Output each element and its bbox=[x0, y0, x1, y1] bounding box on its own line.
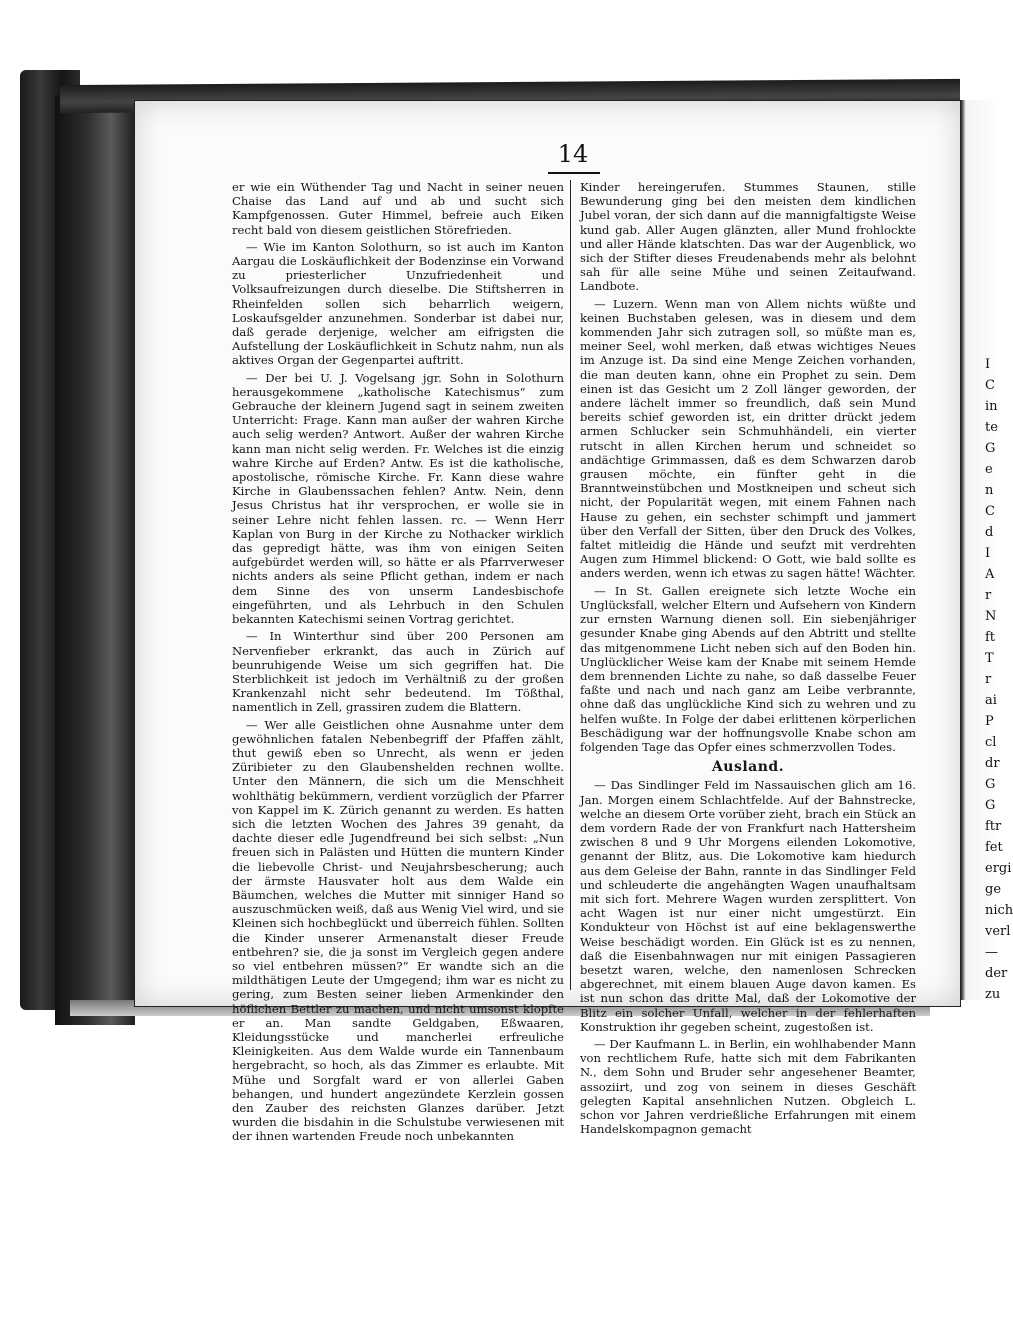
next-page-fragment: G bbox=[985, 798, 996, 813]
next-page-fragment: nich bbox=[985, 903, 1013, 918]
next-page-fragment: G bbox=[985, 441, 996, 456]
next-page-fragment: der bbox=[985, 966, 1008, 981]
article-paragraph: — Wie im Kanton Solothurn, so ist auch im Kanton Aargau die Loskäuflichkeit der Bodenzinse ein Vorwand zu priesterlicher Unzufriedenheit und Volksaufreizungen durch dieselbe. Die Stiftsherren in Rheinfelden sollen sich beharrlich weigern, Loskaufsgelder anzunehmen. Sonderbar ist dabei nur, daß gerade derjenige, welcher am eifrigsten die Aufstellung der Loskäuflichkeit in Schutz nahm, nun als aktives Organ der Gegenpartei auftritt. bbox=[232, 239, 564, 368]
article-paragraph: — Luzern. Wenn man von Allem nichts wüßte und keinen Buchstaben gelesen, was in diesem und dem kommenden Jahr sich zutragen soll, so müßte man es, meiner Seel, wohl merken, daß etwas wichtiges Neues im Anzuge ist. Da sind eine Menge Zeichen vorhanden, die man deuten kann, ohne ein Prophet zu sein. Dem einen ist das Gesicht um 2 Zoll länger geworden, der andere lächelt immer so freundlich, daß sein Mund bereits schief geworden ist, ein dritter drückt jedem armen Schlucker sein Schmuhhändeli, ein vierter rutscht in allen Kirchen herum und schneidet so andächtige Grimmassen, daß es dem Schwarzen darob grausen möchte, ein fünfter geht in die Branntweinstübchen und Mostkneipen und scheut sich nicht, der Popularität wegen, mit einem Fahnen nach Hause zu gehen, ein sechster schimpft und jammert über den Verfall der Sitten, über den Druck des Volkes, faltet mitleidig die Hände und seufzt mit verdrehten Augen zum Himmel blickend: O Gott, wie bald sollte es anders werden, wenn ich etwas zu sagen hätte! Wächter. bbox=[580, 296, 916, 581]
next-page-fragment: G bbox=[985, 777, 996, 792]
article-paragraph: er wie ein Wüthender Tag und Nacht in seiner neuen Chaise das Land auf und ab und sucht sich Kampfgenossen. Guter Himmel, befreie auch Eiken recht bald von diesem geistlichen Störefrieden. bbox=[232, 180, 564, 237]
next-page-fragment: ergi bbox=[985, 861, 1012, 876]
next-page-fragment: ge bbox=[985, 882, 1002, 897]
next-page-fragment: T bbox=[985, 651, 994, 666]
left-column bbox=[232, 180, 564, 1147]
next-page-fragment: r bbox=[985, 672, 992, 687]
next-page-fragment: r bbox=[985, 588, 992, 603]
next-page-fragment: cl bbox=[985, 735, 997, 750]
next-page-fragment: verl bbox=[985, 924, 1011, 939]
right-column bbox=[580, 180, 916, 1139]
book-cover-edge bbox=[55, 95, 135, 1025]
next-page-fragment: C bbox=[985, 504, 995, 519]
next-page-fragment: ftr bbox=[985, 819, 1002, 834]
next-page-fragment: zu bbox=[985, 987, 1001, 1002]
next-page-fragment: — bbox=[985, 945, 998, 960]
next-page-fragment: N bbox=[985, 609, 997, 624]
next-page-fragment: e bbox=[985, 462, 993, 477]
article-paragraph: — Der Kaufmann L. in Berlin, ein wohlhabender Mann von rechtlichem Rufe, hatte sich mit dem Fabrikanten N., dem Sohn und Bruder sehr angesehener Beamter, assoziirt, und zog von seinem in dieses Geschäft gelegten Kapital ansehnlichen Nutzen. Obgleich L. schon vor Jahren verdrießliche Erfahrungen mit einem Handelskompagnon gemacht bbox=[580, 1036, 916, 1137]
next-page-fragment: te bbox=[985, 420, 998, 435]
next-page-fragment: fet bbox=[985, 840, 1003, 855]
article-paragraph: — In Winterthur sind über 200 Personen am Nervenfieber erkrankt, das auch in Zürich auf beunruhigende Weise um sich gegriffen hat. Die Sterblichkeit ist jedoch im Verhältniß zu der großen Krankenzahl nicht sehr bedeutend. Im Tößthal, namentlich in Zell, grassiren zudem die Blattern. bbox=[232, 629, 564, 715]
next-page-fragment: ai bbox=[985, 693, 997, 708]
page-number-rule bbox=[548, 172, 600, 174]
article-paragraph: — Wer alle Geistlichen ohne Ausnahme unter dem gewöhnlichen fatalen Nebenbegriff der Pfaffen zählt, thut gewiß eben so Unrecht, als wenn er jeden Züribieter zu den Glaubenshelden rechnen wollte. Unter den Männern, die sich um die Menschheit wohlthätig bekümmern, verdient vorzüglich der Pfarrer von Kappel im K. Zürich genannt zu werden. Es hatten sich die letzten Wochen des Jahres 39 genaht, da dachte dieser edle Jugendfreund bei sich selbst: „Nun freuen sich in Palästen und Hütten die muntern Kinder die liebevolle Christ- und Neujahrsbescherung; auch der ärmste Hausvater holt aus dem Walde ein Bäumchen, welches die Mutter mit sinniger Hand so auszuschmücken weiß, daß aus Wenig Viel wird, und sie Kleinen sich hochbeglückt und überreich fühlen. Sollten die Kinder unserer Armenanstalt dieser Freude entbehren? sie, die ja sonst im Vergleich gegen andere so viel entbehren müssen?“ Er wandte sich an die mildthätigen Leute der Umgegend; ihm war es nicht zu gering, zum Besten seiner lieben Armenkinder den höflichen Bettler zu machen, und nicht umsonst klopfte er an. Man sandte Geldgaben, Eßwaaren, Kleidungsstücke und mancherlei erfreuliche Kleinigkeiten. Aus dem Walde wurde ein Tannenbaum hergebracht, so hoch, als das Zimmer es erlaubte. Mit Mühe und Sorgfalt ward er von allerlei Gaben behangen, und hundert angezündete Kerzlein gossen den Zauber des reichsten Glanzes darüber. Jetzt wurden die bisdahin in die Schulstube verwiesenen mit der ihnen wartenden Freude noch unbekannten bbox=[232, 717, 564, 1144]
article-paragraph: Kinder hereingerufen. Stummes Staunen, stille Bewunderung ging bei den meisten dem kindlichen Jubel voran, der sich dann auf die mannigfaltigste Weise kund gab. Aller Augen glänzten, aller Mund frohlockte und aller Hände klatschten. Das war der Augenblick, wo sich der Stifter dieses Freudenabends mehr als belohnt sah für alle seine Mühe und seinen Zeitaufwand. Landbote. bbox=[580, 180, 916, 294]
next-page-fragment: I bbox=[985, 546, 991, 561]
next-page-fragment: A bbox=[985, 567, 995, 582]
next-page-fragment: in bbox=[985, 399, 998, 414]
next-page-fragment: d bbox=[985, 525, 994, 540]
next-page-fragment: ft bbox=[985, 630, 996, 645]
article-paragraph: — Der bei U. J. Vogelsang jgr. Sohn in Solothurn herausgekommene „katholische Katechismus“ zum Gebrauche der kleinern Jugend sagt in seinem zweiten Unterricht: Frage. Kann man außer der wahren Kirche auch selig werden? Antwort. Außer der wahren Kirche kann man nicht selig werden. Fr. Welches ist die einzig wahre Kirche auf Erden? Antw. Es ist die katholische, apostolische, römische Kirche. Fr. Kann diese wahre Kirche in Glaubenssachen fehlen? Antw. Nein, denn Jesus Christus hat ihr versprochen, er wolle sie in seiner Lehre nicht fehlen lassen. rc. — Wenn Herr Kaplan von Burg in der Kirche zu Nothacker wirklich das gepredigt hätte, was ihm von einigen Seiten aufgebürdet werden will, so hätte er als Pfarrverweser nichts anders als seine Pflicht gethan, indem er nach dem Sinne des von unserm Landesbischofe eingeführten, und als Lehrbuch in den Schulen bekannten Katechismi seinen Vortrag gerichtet. bbox=[232, 370, 564, 627]
next-page-fragment: C bbox=[985, 378, 995, 393]
column-divider bbox=[570, 180, 571, 990]
next-page-fragment: I bbox=[985, 357, 991, 372]
next-page-fragment: n bbox=[985, 483, 994, 498]
section-heading: Ausland. bbox=[711, 759, 785, 776]
next-page-fragment: dr bbox=[985, 756, 1000, 771]
next-page-fragment: P bbox=[985, 714, 994, 729]
article-paragraph: — In St. Gallen ereignete sich letzte Woche ein Unglücksfall, welcher Eltern und Aufsehern von Kindern zur ernsten Warnung dienen soll. Ein siebenjähriger gesunder Knabe ging Abends auf den Abtritt und stellte das mitgenommene Licht neben sich auf den Boden hin. Unglücklicher Weise kam der Knabe mit seinem Hemde dem brennenden Lichte zu nahe, so daß dasselbe Feuer faßte und nach und nach ganz am Leibe verbrannte, ohne daß das unglückliche Kind sich zu wehren und zu helfen wußte. In Folge der dabei erlittenen körperlichen Beschädigung war der hoffnungsvolle Knabe schon am folgenden Tage das Opfer eines schmerzvollen Todes. bbox=[580, 583, 916, 754]
article-paragraph: — Das Sindlinger Feld im Nassauischen glich am 16. Jan. Morgen einem Schlachtfelde. Auf der Bahnstrecke, welche an diesem Orte vorüber zieht, brach ein Stück an dem vordern Rade der von Frankfurt nach Hattersheim zwischen 8 und 9 Uhr Morgens eilenden Lokomotive, genannt der Blitz, aus. Die Lokomotive kam hiedurch aus dem Geleise der Bahn, rannte in das Sindlinger Feld und schleuderte die angehängten Wagen unaufhaltsam mit sich fort. Mehrere Wagen wurden zersplittert. Von acht Wagen ist nur einer nicht umgestürzt. Ein Kondukteur von Höchst ist auf eine beklagenswerthe Weise beschädigt worden. Ein Glück ist es zu nennen, daß die Eisenbahnwagen nur mit einigen Passagieren besetzt waren, welche, den namenlosen Schrecken abgerechnet, mit einem blauen Auge davon kamen. Es ist nun schon das dritte Mal, daß der Lokomotive der Blitz ein solcher Unfall, welcher in der fehlerhaften Konstruktion ihr gegeben scheint, zugestoßen ist. bbox=[580, 778, 916, 1034]
page-number: 14 bbox=[557, 140, 589, 168]
